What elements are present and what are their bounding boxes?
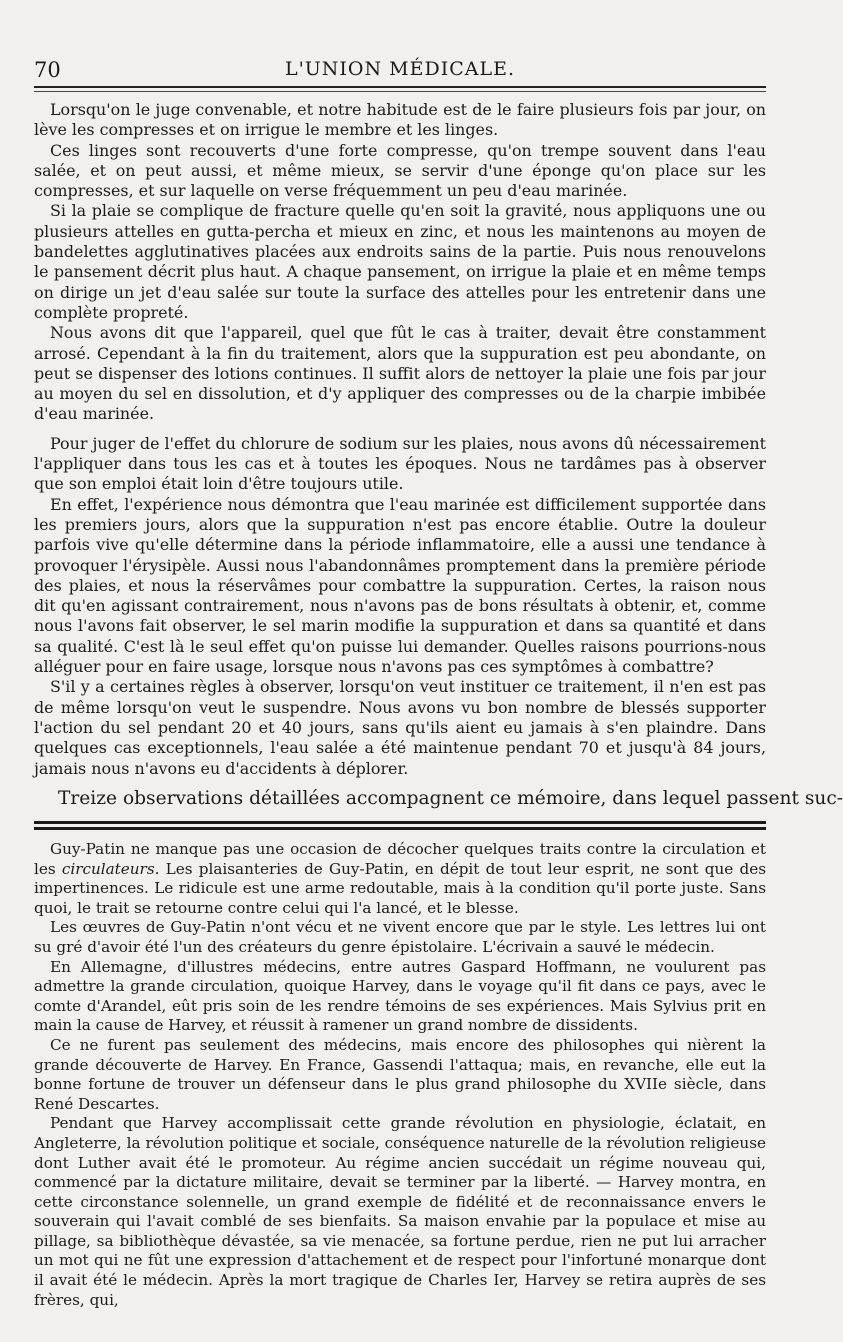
page-number: 70 bbox=[34, 58, 61, 82]
feuilleton-paragraph: Ce ne furent pas seulement des médecins, mais encore des philosophes qui nièrent la grande découverte de Harvey. En France, Gassendi l'attaqua; mais, en revanche, elle eut la bonne fortune de trouver un défenseur dans le plus grand philosophe du XVIIe siècle, dans René Descartes. bbox=[34, 1035, 766, 1113]
feuilleton-text: Guy-Patin ne manque pas une occasion de décocher quelques traits contre la circulation et les bbox=[34, 840, 766, 878]
header-rule-thin bbox=[34, 91, 766, 92]
feuilleton-paragraph: En Allemagne, d'illustres médecins, entre autres Gaspard Hoffmann, ne voulurent pas admettre la grande circulation, quoique Harvey, dans le voyage qu'il fit dans ce pays, avec le comte d'Arandel, eût pris soin de les rendre témoins de ses expériences. Mais Sylvius prit en main la cause de Harvey, et réussit à ramener un grand nombre de dissidents. bbox=[34, 957, 766, 1035]
feuilleton-paragraph: Les œuvres de Guy-Patin n'ont vécu et ne vivent encore que par le style. Les lettres lui ont su gré d'avoir été l'un des créateurs du genre épistolaire. L'écrivain a sauvé le médecin. bbox=[34, 918, 766, 956]
header-rule bbox=[34, 86, 766, 88]
feuilleton-paragraph: Pendant que Harvey accomplissait cette grande révolution en physiologie, éclatait, en Angleterre, la révolution politique et sociale, conséquence naturelle de la révolution religieuse dont Luther avait été le promoteur. Au régime ancien succédait un régime nouveau qui, commencé par la dictature militaire, devait se terminer par la liberté. — Harvey montra, en cette circonstance solennelle, un grand exemple de fidélité et de reconnaissance envers le souverain qui l'avait comblé de ses bienfaits. Sa maison envahie par la populace et mise au pillage, sa bibliothèque dévastée, sa vie menacée, sa fortune perdue, rien ne put lui arracher un mot qui ne fût une expression d'attachement et de respect pour l'infortuné monarque dont il avait été le médecin. Après la mort tragique de Charles Ier, Harvey se retira auprès de ses frères, qui, bbox=[34, 1114, 766, 1309]
article-paragraph: Ces linges sont recouverts d'une forte compresse, qu'on trempe souvent dans l'eau salée, et on peut aussi, et même mieux, se servir d'une éponge qu'on place sur les compresses, et sur laquelle on verse fréquemment un peu d'eau marinée. bbox=[34, 140, 766, 201]
article-paragraph: Si la plaie se complique de fracture quelle qu'en soit la gravité, nous appliquons une ou plusieurs attelles en gutta-percha et mieux en zinc, et nous les maintenons au moyen de bandelettes agglutinatives placées aux endroits sains de la partie. Puis nous renouvelons le pansement décrit plus haut. A chaque pansement, on irrigue la plaie et en même temps on dirige un jet d'eau salée sur toute la surface des attelles pour les entretenir dans une complète propreté. bbox=[34, 201, 766, 322]
feuilleton-body bbox=[34, 840, 766, 1310]
article-paragraph: En effet, l'expérience nous démontra que l'eau marinée est difficilement supportée dans les premiers jours, alors que la suppuration n'est pas encore établie. Outre la douleur parfois vive qu'elle détermine dans la période inflammatoire, elle a aussi une tendance à provoquer l'érysipèle. Aussi nous l'abandonnâmes promptement dans la première période des plaies, et nous la réservâmes pour combattre la suppuration. Certes, la raison nous dit qu'en agissant contrairement, nous n'avons pas de bons résultats à obtenir, et, comme nous l'avons fait observer, le sel marin modifie la suppuration et dans sa quantité et dans sa qualité. C'est là le seul effet qu'on puisse lui demander. Quelles raisons pourrions-nous alléguer pour en faire usage, lorsque nous n'avons pas ces symptômes à combattre? bbox=[34, 494, 766, 677]
journal-title: L'UNION MÉDICALE. bbox=[284, 58, 516, 80]
feuilleton-rule bbox=[34, 827, 766, 830]
feuilleton-text: Les plaisanteries de Guy-Patin, en dépit de tout leur esprit, ne sont que des impertinences. Le ridicule est une arme redoutable, mais à la condition qu'il porte juste. Sans quoi, le trait se retourne contre celui qui l'a lancé, et le blesse. bbox=[34, 859, 766, 917]
feuilleton-paragraph bbox=[34, 840, 766, 918]
feuilleton-italic-term: circulateurs. bbox=[61, 859, 160, 878]
article-continuation-line: Treize observations détaillées accompagnent ce mémoire, dans lequel passent suc- bbox=[58, 788, 843, 809]
article-paragraph: S'il y a certaines règles à observer, lorsqu'on veut instituer ce traitement, il n'en est pas de même lorsqu'on veut le suspendre. Nous avons vu bon nombre de blessés supporter l'action du sel pendant 20 et 40 jours, sans qu'ils aient eu jamais à s'en plaindre. Dans quelques cas exceptionnels, l'eau salée a été maintenue pendant 70 et jusqu'à 84 jours, jamais nous n'avons eu d'accidents à déplorer. bbox=[34, 677, 766, 778]
feuilleton-rule bbox=[34, 821, 766, 824]
article-body bbox=[34, 100, 766, 779]
article-paragraph: Lorsqu'on le juge convenable, et notre habitude est de le faire plusieurs fois par jour, on lève les compresses et on irrigue le membre et les linges. bbox=[34, 100, 766, 140]
article-paragraph: Nous avons dit que l'appareil, quel que fût le cas à traiter, devait être constamment arrosé. Cependant à la fin du traitement, alors que la suppuration est peu abondante, on peut se dispenser des lotions continues. Il suffit alors de nettoyer la plaie une fois par jour au moyen du sel en dissolution, et d'y appliquer des compresses ou de la charpie imbibée d'eau marinée. bbox=[34, 323, 766, 424]
article-paragraph: Pour juger de l'effet du chlorure de sodium sur les plaies, nous avons dû nécessairement l'appliquer dans tous les cas et à toutes les époques. Nous ne tardâmes pas à observer que son emploi était loin d'être toujours utile. bbox=[34, 433, 766, 494]
